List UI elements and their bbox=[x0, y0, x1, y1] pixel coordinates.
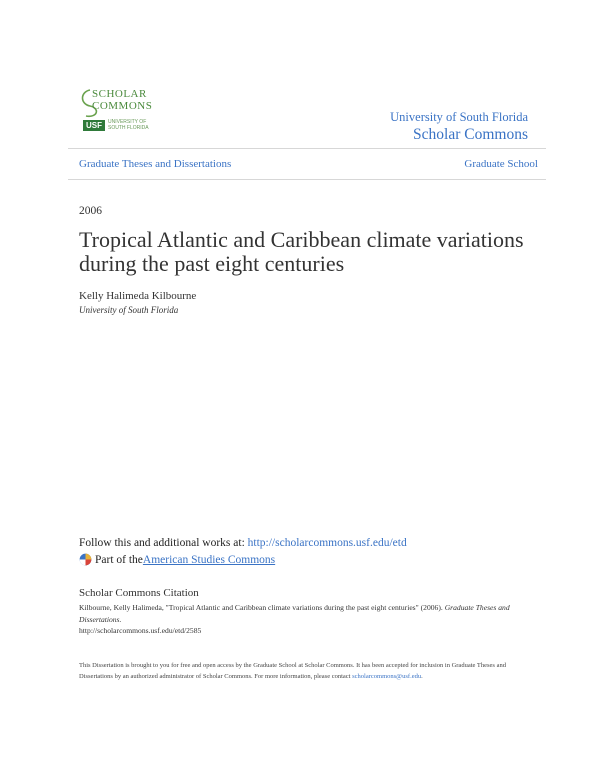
follow-url-link[interactable]: http://scholarcommons.usf.edu/etd bbox=[247, 537, 407, 549]
collection-link[interactable]: Graduate Theses and Dissertations bbox=[79, 158, 232, 170]
contact-email-link[interactable]: scholarcommons@usf.edu bbox=[352, 673, 422, 680]
american-studies-commons-link[interactable]: American Studies Commons bbox=[142, 553, 276, 566]
scholar-commons-logo bbox=[78, 86, 168, 136]
citation-body bbox=[79, 602, 519, 637]
citation-heading: Scholar Commons Citation bbox=[79, 587, 199, 599]
author-affiliation: University of South Florida bbox=[79, 305, 179, 315]
bottom-divider bbox=[68, 179, 546, 180]
institution-header bbox=[390, 110, 528, 144]
top-divider bbox=[68, 148, 546, 149]
usf-badge: USF bbox=[83, 120, 105, 131]
notice-text: This Dissertation is brought to you for free and open access by the Graduate School at Scholar Commons. It has been accepted for inclusion in Graduate Theses and Dissertations by an authorized administrator of Scholar Commons. For more information, please contact bbox=[79, 662, 506, 680]
repository-name[interactable]: Scholar Commons bbox=[413, 126, 528, 143]
university-name[interactable]: University of South Florida bbox=[390, 110, 528, 124]
logo-word-commons: COMMONS bbox=[92, 100, 153, 112]
document-title: Tropical Atlantic and Caribbean climate variations during the past eight centuries bbox=[79, 227, 524, 276]
citation-text: Kilbourne, Kelly Halimeda, "Tropical Atlantic and Caribbean climate variations during the past eight centuries" (2006). bbox=[79, 603, 445, 612]
logo-subtext: UNIVERSITY OF SOUTH FLORIDA bbox=[108, 119, 149, 131]
publication-year: 2006 bbox=[79, 205, 102, 217]
commons-network-icon bbox=[79, 553, 92, 566]
partof-prefix: Part of the bbox=[95, 553, 143, 566]
follow-prefix: Follow this and additional works at: bbox=[79, 537, 248, 549]
notice-end: . bbox=[421, 673, 423, 680]
author-name: Kelly Halimeda Kilbourne bbox=[79, 290, 197, 302]
citation-series: Graduate Theses and Dissertations. bbox=[79, 603, 510, 624]
partof-line bbox=[79, 553, 275, 566]
department-link[interactable]: Graduate School bbox=[464, 158, 538, 170]
access-notice bbox=[79, 660, 529, 682]
follow-line bbox=[79, 537, 407, 549]
logo-word-scholar: SCHOLAR bbox=[92, 88, 147, 100]
citation-url[interactable]: http://scholarcommons.usf.edu/etd/2585 bbox=[79, 626, 202, 635]
